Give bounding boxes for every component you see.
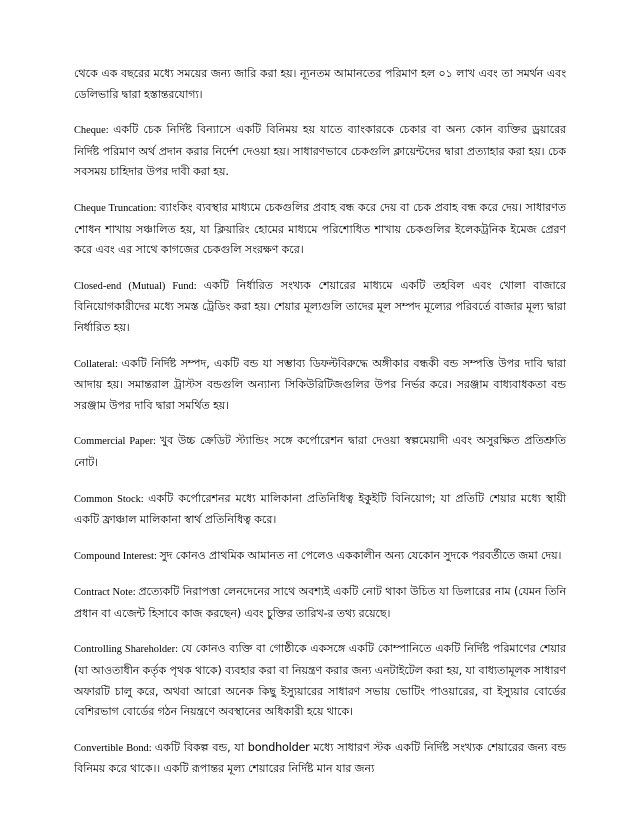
entry-text: খুব উচ্চ ক্রেডিট স্ট্যান্ডিং সঙ্গে কর্পোরেশন দ্বারা দেওয়া স্বল্পমেয়াদী এবং অসুরক্ষিত প্রতিশ্রুতি নোট। (74, 434, 566, 469)
glossary-entry-common-stock (74, 489, 566, 531)
entry-text: ব্যাংকিং ব্যবস্থার মাধ্যমে চেকগুলির প্রবাহ বন্ধ করে দেয় বা চেক প্রবাহ বন্ধ করে দেয়। সাধারণত শোধন শাখায় সঞ্চালিত হয়, যা ক্লিয়ারিং হোমের মাধ্যমে পরিশোধিত শাখায় চেকগুলির ইলেকট্রনিক ইমেজ প্রেরণ করে এবং এর সাথে কাগজের চেকগুলি সংরক্ষণ করে। (74, 200, 566, 257)
entry-text: একটি নির্ধারিত সংখ্যক শেয়ারের মাধ্যমে একটি তহবিল এবং খোলা বাজারে বিনিয়োগকারীদের মধ্যে সমস্ত ট্রেডিং করা হয়। শেয়ার মূল্যগুলি তাদের মূল সম্পদ মূল্যের পরিবর্তে বাজার মূল্য দ্বারা নির্ধারিত হয়। (74, 278, 566, 334)
entry-term: Cheque Truncation: (74, 202, 157, 214)
entry-term: Commercial Paper: (74, 436, 156, 448)
entry-text: থেকে এক বছরের মধ্যে সময়ের জন্য জারি করা হয়। ন্যূনতম আমানতের পরিমাণ হল ০১ লাখ এবং তা সমর্থন এবং ডেলিভারি দ্বারা হস্তান্তরযোগ্য। (74, 67, 566, 101)
entry-text: যে কোনও ব্যক্তি বা গোষ্ঠীকে একসঙ্গে একটি কোম্পানিতে একটি নির্দিষ্ট পরিমাণের শেয়ার (যা আওতাধীন কর্তৃক পৃথক থাকে) ব্যবহার করা বা নিয়ন্ত্রণ করার জন্য এনটাইটেল করা হয়, যা বাধ্যতামূলক সাধারণ অফারটি চালু করে, অথবা আরো অনেক কিছু ইস্যুয়ারের সাধারণ সভায় ভোটিং পাওয়ারের, বা ইস্যুয়ার বোর্ডের বেশিরভাগ বোর্ডের গঠন নিয়ন্ত্রণে অবস্থানের অধিকারী হয়ে থাকে। (74, 642, 566, 719)
entry-term: Cheque: (74, 125, 109, 137)
glossary-entry-cheque (74, 120, 566, 183)
entry-text: একটি নির্দিষ্ট সম্পদ, একটি বন্ড যা সম্ভাব্য ডিফল্টবিরুদ্ধে অঙ্গীকার বন্ধকী বন্ড সম্পত্তি উপর দাবি দ্বারা আদায় হয়। সমান্তরাল ট্রাস্টস বন্ডগুলি অন্যান্য সিকিউরিটিজগুলির উপর নির্ভর করে। সরঞ্জাম বাধ্যবাধকতা বন্ড সরঞ্জাম উপর দাবি দ্বারা সমর্থিত হয়। (74, 356, 566, 412)
entry-continuation (74, 64, 566, 105)
entry-term: Closed-end (Mutual) Fund: (74, 280, 197, 292)
glossary-entry-controlling-shareholder (74, 639, 566, 722)
entry-term: Controlling Shareholder: (74, 644, 179, 656)
document-page (74, 64, 566, 795)
entry-term: Common Stock: (74, 493, 144, 505)
entry-text: একটি চেক নির্দিষ্ট বিন্যাসে একটি বিনিময় হয় যাতে ব্যাংকারকে চেকার বা অন্য কোন ব্যক্তির ড্রয়ারের নির্দিষ্ট পরিমাণ অর্থ প্রদান করার নির্দেশ দেওয়া হয়। সাধারণভাবে চেকগুলি ক্লায়েন্টদের দ্বারা প্রত্যাহার করা হয়। চেক সবসময় চাহিদার উপর দাবী করা হয়. (74, 123, 566, 179)
entry-term: Contract Note: (74, 587, 136, 599)
entry-text: সুদ কোনও প্রাথমিক আমানত না পেলেও এককালীন অন্য যেকোন সুদকে পরবর্তীতে জমা দেয়। (159, 548, 562, 562)
entry-term: Convertible Bond: (74, 742, 152, 754)
glossary-entry-commercial-paper (74, 431, 566, 473)
entry-term: Compound Interest: (74, 550, 157, 562)
entry-text: একটি কর্পোরেশনর মধ্যে মালিকানা প্রতিনিধিত্ব ইকুইটি বিনিয়োগ; যা প্রতিটি শেয়ার মধ্যে স্থায়ী একটি ফ্রাঞ্চাল মালিকানা স্বার্থ প্রতিনিধিত্ব করে। (74, 491, 566, 527)
glossary-entry-contract-note (74, 582, 566, 624)
glossary-entry-compound-interest (74, 546, 566, 568)
glossary-entry-collateral (74, 354, 566, 417)
glossary-entry-closed-end-fund (74, 276, 566, 339)
entry-text: একটি বিকল্প বন্ড, যা bondholder মধ্যে সাধারণ স্টক একটি নির্দিষ্ট সংখ্যক শেয়ারের জন্য বন্ড বিনিময় করে থাকে।। একটি রূপান্তর মূল্য শেয়ারের নির্দিষ্ট মান যার জন্য (74, 740, 566, 776)
entry-term: Collateral: (74, 358, 118, 370)
entry-text: প্রত্যেকটি নিরাপত্তা লেনদেনের সাথে অবশ্যই একটি নোট থাকা উচিত যা ডিলারের নাম (যেমন তিনি প্রধান বা এজেন্ট হিসাবে কাজ করছেন) এবং চুক্তির তারিখ-র তথ্য রয়েছে। (74, 585, 566, 620)
glossary-entry-cheque-truncation (74, 198, 566, 261)
glossary-entry-convertible-bond (74, 738, 566, 780)
